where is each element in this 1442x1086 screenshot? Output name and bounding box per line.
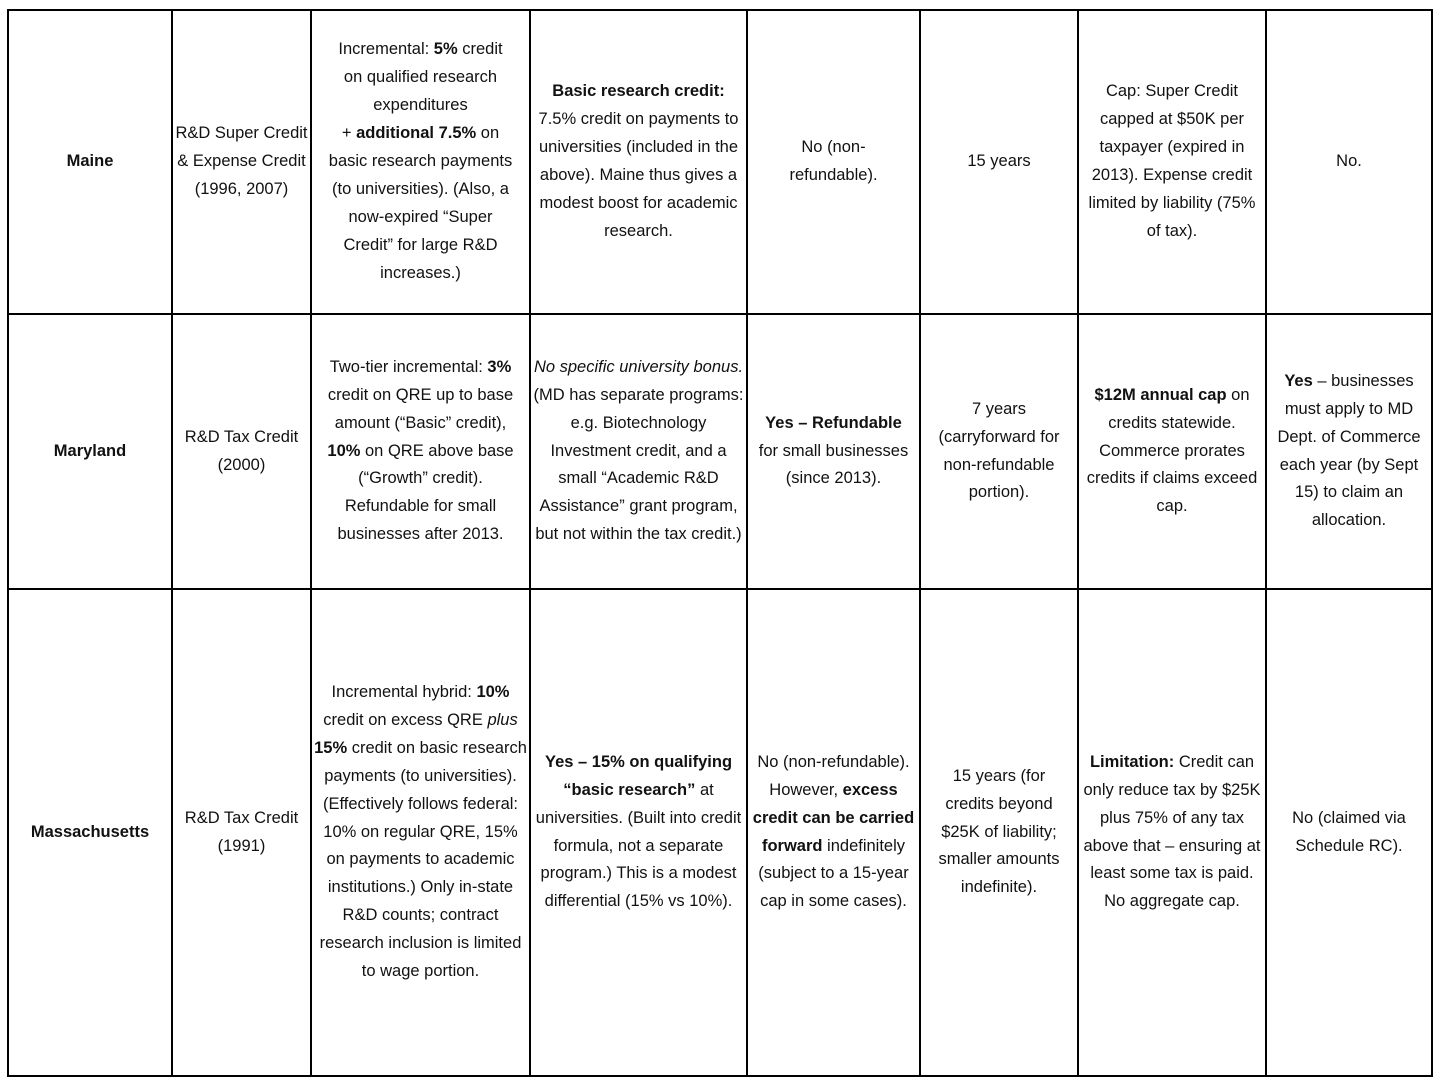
cap-cell: $12M annual cap on credits statewide. Commerce prorates credits if claims exceed cap. <box>1078 314 1266 589</box>
rate-cell: Incremental: 5% credit on qualified research expenditures + additional 7.5% on basic research payments (to universities). (Also, a now-expired “Super Credit” for large R&D increases.) <box>311 10 530 314</box>
rate-cell: Two-tier incremental: 3% credit on QRE up to base amount (“Basic” credit), 10% on QRE above base (“Growth” credit). Refundable for small businesses after 2013. <box>311 314 530 589</box>
application-cell: No. <box>1266 10 1432 314</box>
application-cell: No (claimed via Schedule RC). <box>1266 589 1432 1076</box>
refundable-cell: Yes – Refundable for small businesses (since 2013). <box>747 314 920 589</box>
cap-cell: Cap: Super Credit capped at $50K per taxpayer (expired in 2013). Expense credit limited by liability (75% of tax). <box>1078 10 1266 314</box>
carryforward-cell: 15 years (for credits beyond $25K of liability; smaller amounts indefinite). <box>920 589 1078 1076</box>
table-row-maine <box>8 10 1432 314</box>
refundable-cell: No (non-refundable). <box>747 10 920 314</box>
carryforward-cell: 15 years <box>920 10 1078 314</box>
university-cell: No specific university bonus. (MD has separate programs: e.g. Biotechnology Investment credit, and a small “Academic R&D Assistance” grant program, but not within the tax credit.) <box>530 314 747 589</box>
state-rd-credit-table <box>7 9 1433 1077</box>
table-row-massachusetts <box>8 589 1432 1076</box>
table-row-maryland <box>8 314 1432 589</box>
program-cell: R&D Tax Credit (2000) <box>172 314 311 589</box>
application-cell: Yes – businesses must apply to MD Dept. of Commerce each year (by Sept 15) to claim an allocation. <box>1266 314 1432 589</box>
university-cell: Basic research credit: 7.5% credit on payments to universities (included in the above). Maine thus gives a modest boost for academic research. <box>530 10 747 314</box>
university-cell: Yes – 15% on qualifying “basic research” at universities. (Built into credit formula, not a separate program.) This is a modest differential (15% vs 10%). <box>530 589 747 1076</box>
state-cell: Maryland <box>8 314 172 589</box>
state-cell: Massachusetts <box>8 589 172 1076</box>
program-cell: R&D Tax Credit (1991) <box>172 589 311 1076</box>
refundable-cell: No (non-refundable). However, excess credit can be carried forward indefinitely (subject to a 15-year cap in some cases). <box>747 589 920 1076</box>
carryforward-cell: 7 years (carryforward for non-refundable portion). <box>920 314 1078 589</box>
program-cell: R&D Super Credit & Expense Credit (1996, 2007) <box>172 10 311 314</box>
cap-cell: Limitation: Credit can only reduce tax by $25K plus 75% of any tax above that – ensuring at least some tax is paid. No aggregate cap. <box>1078 589 1266 1076</box>
state-cell: Maine <box>8 10 172 314</box>
rate-cell: Incremental hybrid: 10% credit on excess QRE plus 15% credit on basic research payments (to universities). (Effectively follows federal: 10% on regular QRE, 15% on payments to academic institutions.) Only in-state R&D counts; contract research inclusion is limited to wage portion. <box>311 589 530 1076</box>
